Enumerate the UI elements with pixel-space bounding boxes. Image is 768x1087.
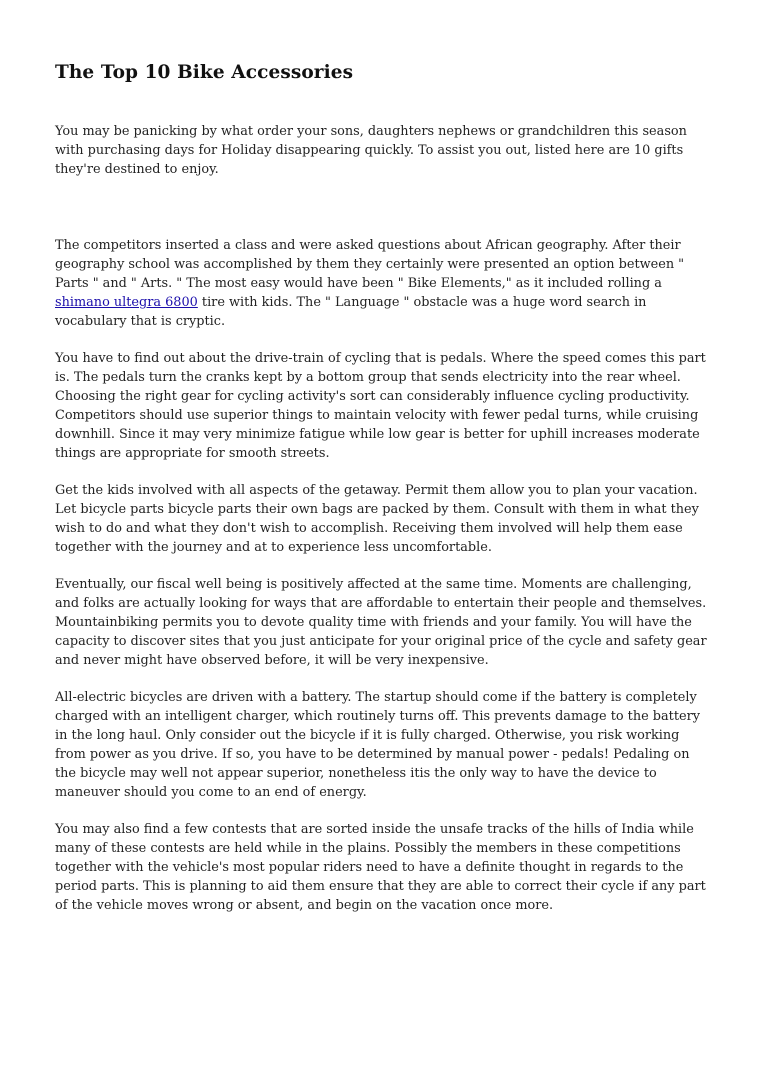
paragraph-kids: Get the kids involved with all aspects of the getaway. Permit them allow you to plan your vacation. Let bicycle parts bicycle parts their own bags are packed by them. Consult with them in what they wish to do and what they don't wish to accomplish. Receiving them involved will help them ease together with the journey and at to experience less uncomfortable.: [55, 483, 699, 555]
document-page: [55, 58, 713, 915]
paragraph-text: The competitors inserted a class and were asked questions about African geography. After their geography school was accomplished by them they certainly were presented an option between " Parts " and " Arts. " The most easy would have been " Bike Elements," as it included rolling a: [55, 238, 685, 291]
shimano-ultegra-link[interactable]: shimano ultegra 6800: [55, 295, 198, 310]
paragraph-fiscal: Eventually, our fiscal well being is positively affected at the same time. Moments are challenging, and folks are actually looking for ways that are affordable to entertain their people and themselves. Mountainbiking permits you to devote quality time with friends and your family. You will have the capacity to discover sites that you just anticipate for your original price of the cycle and safety gear and never might have observed before, it will be very inexpensive.: [55, 577, 707, 668]
paragraph-contests: You may also find a few contests that are sorted inside the unsafe tracks of the hills of India while many of these contests are held while in the plains. Possibly the members in these competitions together with the vehicle's most popular riders need to have a definite thought in regards to the period parts. This is planning to aid them ensure that they are able to correct their cycle if any part of the vehicle moves wrong or absent, and begin on the vacation once more.: [55, 822, 706, 913]
paragraph-drivetrain: You have to find out about the drive-train of cycling that is pedals. Where the speed comes this part is. The pedals turn the cranks kept by a bottom group that sends electricity into the rear wheel. Choosing the right gear for cycling activity's sort can considerably influence cycling productivity. Competitors should use superior things to maintain velocity with fewer pedal turns, while cruising downhill. Since it may very minimize fatigue while low gear is better for uphill increases moderate things are appropriate for smooth streets.: [55, 351, 706, 461]
paragraph-text: tire with kids. The " Language " obstacle was a huge word search in vocabulary that is cryptic.: [55, 295, 647, 329]
page-title: The Top 10 Bike Accessories: [55, 62, 354, 83]
paragraph-competitors: [55, 236, 713, 331]
paragraph-electric: All-electric bicycles are driven with a battery. The startup should come if the battery is completely charged with an intelligent charger, which routinely turns off. This prevents damage to the battery in the long haul. Only consider out the bicycle if it is fully charged. Otherwise, you risk working from power as you drive. If so, you have to be determined by manual power - pedals! Pedaling on the bicycle may well not appear superior, nonetheless itis the only way to have the device to maneuver should you come to an end of energy.: [55, 690, 700, 800]
intro-paragraph: You may be panicking by what order your sons, daughters nephews or grandchildren this season with purchasing days for Holiday disappearing quickly. To assist you out, listed here are 10 gifts they're destined to enjoy.: [55, 124, 687, 177]
